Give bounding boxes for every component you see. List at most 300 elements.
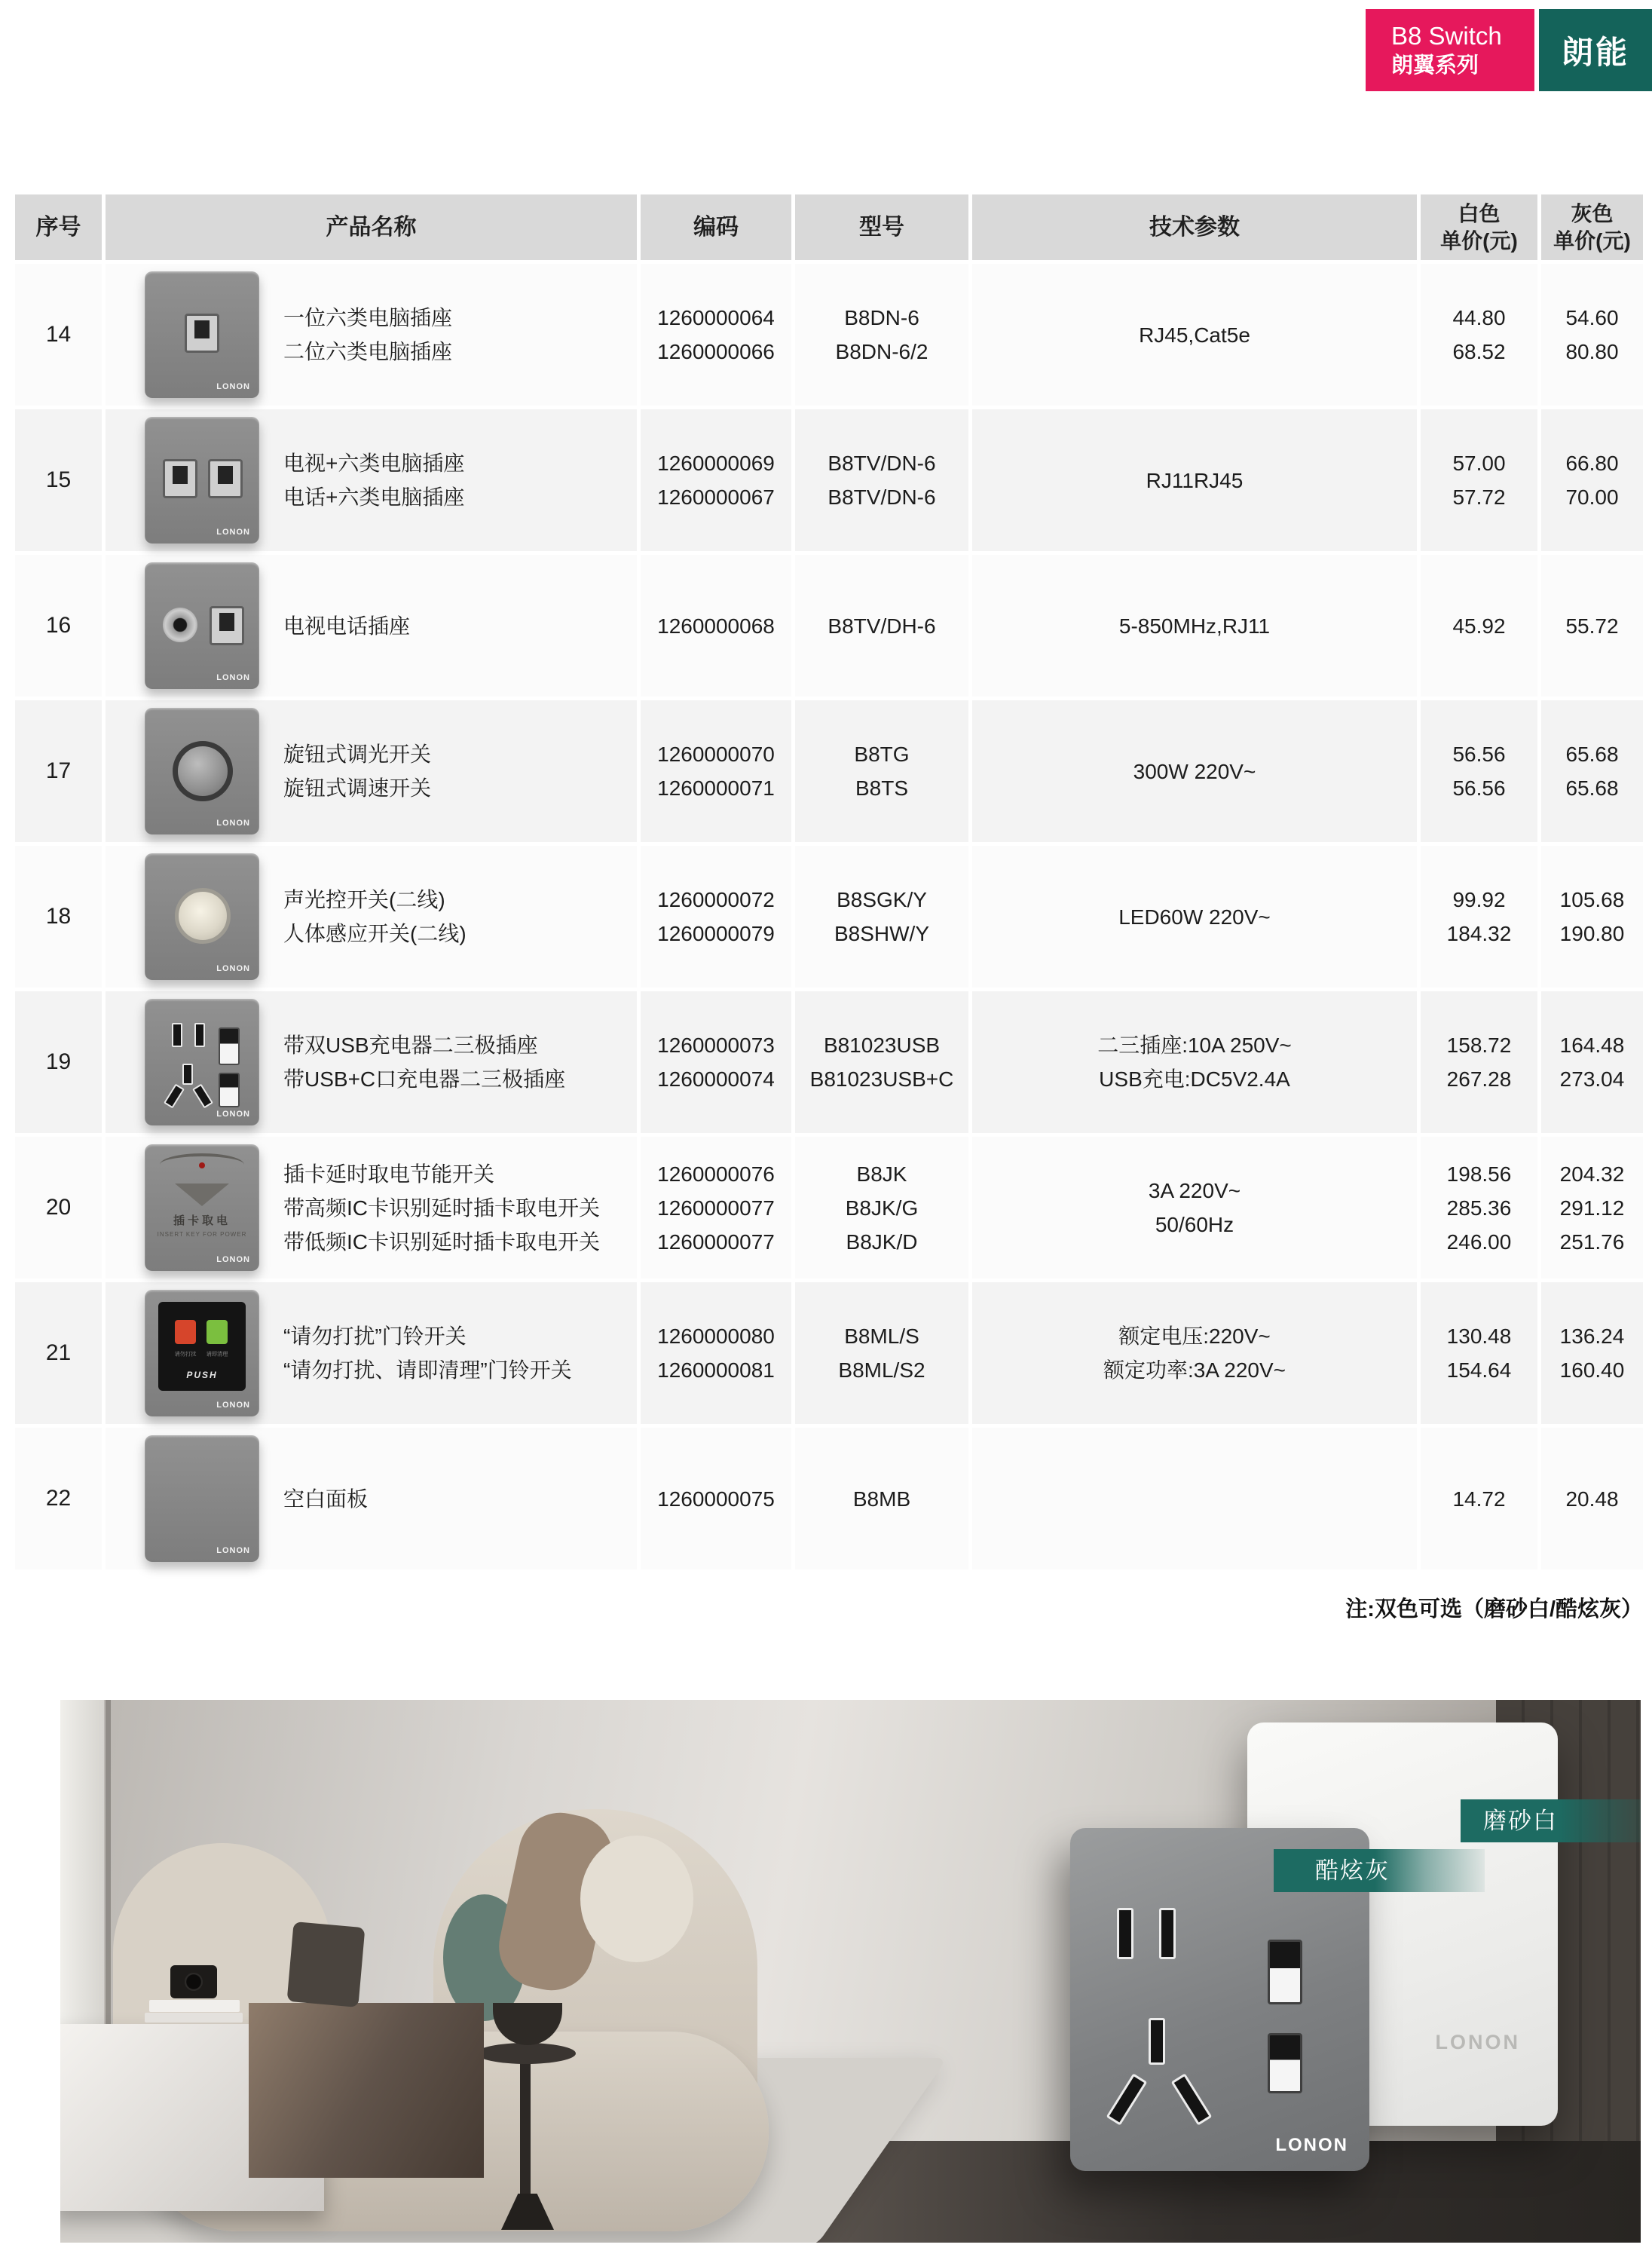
table-body [15,264,1643,1569]
product-code-lines [657,609,775,643]
white-price: 56.56 [1452,776,1506,800]
row-number-cell [15,700,102,842]
row-number-cell [15,1137,102,1278]
gray-price: 291.12 [1559,1196,1625,1220]
white-price-cell [1421,846,1537,988]
product-image-usbsocket [145,999,259,1125]
row-number: 20 [45,1195,72,1220]
product-code: 1260000069 [657,452,775,475]
product-name: 人体感应开关(二线) [283,922,467,945]
product-name: 电视电话插座 [283,614,411,638]
white-price: 246.00 [1446,1229,1512,1254]
gray-price: 55.72 [1565,614,1619,638]
specs-cell [972,409,1417,551]
product-name: 带低频IC卡识别延时插卡取电开关 [283,1229,601,1254]
specs-cell [972,846,1417,988]
product-name: 带双USB充电器二三极插座 [283,1033,538,1057]
gray-price: 273.04 [1559,1067,1625,1091]
gray-price-cell [1541,991,1643,1133]
product-code-lines [657,446,775,514]
code-cell [641,991,791,1133]
photo-camera [170,1965,217,1998]
product-name-cell [106,700,637,842]
gray-price-lines [1565,301,1618,369]
product-name: 空白面板 [283,1487,369,1511]
rotary-knob [173,741,233,801]
col-header-specs: 技术参数 [972,194,1417,260]
product-name: 带USB+C口充电器二三极插座 [283,1067,566,1091]
product-name-cell [106,555,637,697]
gray-price-lines [1565,737,1618,805]
doorbell-screen [158,1302,246,1391]
product-code-lines [657,737,775,805]
product-model: B8DN-6 [844,306,919,329]
row-number: 19 [45,1049,72,1074]
socket-slot [1171,2073,1213,2125]
product-model: B8TV/DH-6 [828,614,936,638]
product-name-lines [283,737,431,805]
product-code-lines [657,301,775,369]
lonon-logo: LONON [216,1401,250,1410]
clean-up-label: 请即清理 [206,1350,228,1357]
specs-cell [972,1137,1417,1278]
product-code: 1260000080 [657,1324,775,1348]
product-image-blank [145,1435,259,1562]
lonon-logo: LONON [1275,2135,1348,2155]
gray-price-cell [1541,1428,1643,1569]
lonon-logo: LONON [216,819,250,828]
socket-slot [1117,1908,1133,1959]
phone-jack [210,606,244,645]
product-code: 1260000081 [657,1358,775,1382]
tech-spec: 300W 220V~ [1133,759,1256,783]
tech-spec: 3A 220V~ [1148,1179,1241,1202]
product-name-cell [106,991,637,1133]
gray-price-lines [1565,1482,1618,1516]
white-price: 68.52 [1452,340,1506,363]
white-price: 158.72 [1446,1033,1512,1057]
product-model: B8SGK/Y [837,888,927,911]
product-code: 1260000064 [657,306,775,329]
socket-slot [192,1084,213,1109]
push-label: PUSH [186,1370,218,1380]
product-name: 带高频IC卡识别延时插卡取电开关 [283,1196,601,1220]
gray-price: 204.32 [1559,1162,1625,1186]
product-model: B8ML/S [844,1324,919,1348]
insert-arrow-icon [175,1184,229,1206]
model-cell [795,991,968,1133]
row-number-cell [15,409,102,551]
tech-spec: RJ11RJ45 [1146,468,1244,492]
specs-cell [972,264,1417,406]
row-number-cell [15,846,102,988]
tech-spec-lines [1133,755,1256,789]
product-name-lines [283,883,467,951]
card-switch-label-en: INSERT KEY FOR POWER [157,1231,247,1238]
product-name: “请勿打扰、请即清理”门铃开关 [283,1358,572,1382]
product-image-card [145,1144,259,1271]
product-model-lines [810,1028,954,1096]
product-model: B8JK [856,1162,907,1186]
product-model-lines [846,1157,918,1259]
product-name-cell [106,264,637,406]
tech-spec: 二三插座:10A 250V~ [1097,1033,1292,1057]
product-code-lines [657,1319,775,1387]
product-code: 1260000070 [657,743,775,766]
product-name: 二位六类电脑插座 [283,340,453,363]
rj45-jack [208,459,243,498]
product-code-lines [657,1157,775,1259]
product-name-cell [106,1282,637,1424]
table-row [15,1137,1643,1278]
series-badge [1366,9,1534,91]
product-code-lines [657,883,775,951]
product-model: B8MB [852,1487,911,1511]
specs-cell [972,700,1417,842]
gray-price: 164.48 [1559,1033,1625,1057]
tech-spec: 50/60Hz [1155,1213,1234,1236]
tech-spec-lines [1097,1028,1292,1096]
product-code: 1260000073 [657,1033,775,1057]
lonon-logo: LONON [216,673,250,682]
lifestyle-photo [60,1700,1641,2243]
rj45-jack [163,459,197,498]
product-model-lines [854,737,909,805]
lonon-logo: LONON [216,1255,250,1264]
white-price-cell [1421,1428,1537,1569]
lonon-logo: LONON [216,964,250,973]
brand-badge-label: 朗能 [1561,34,1629,70]
product-model: B8TV/DN-6 [828,485,936,509]
rj45-jack [185,314,219,353]
table-row [15,991,1643,1133]
product-code: 1260000076 [657,1162,775,1186]
col-header-gray-price: 灰色 单价(元) [1541,194,1643,260]
product-name: 电话+六类电脑插座 [283,485,465,509]
product-name: “请勿打扰”门铃开关 [283,1324,467,1348]
specs-cell [972,555,1417,697]
model-cell [795,1137,968,1278]
code-cell [641,409,791,551]
gray-price: 251.76 [1559,1229,1625,1254]
row-number-cell [15,1428,102,1569]
white-price: 57.72 [1452,485,1506,509]
product-name-lines [283,1028,565,1096]
product-code: 1260000068 [657,614,775,638]
product-name-lines [283,1157,600,1259]
product-model: B8JK/D [846,1229,918,1254]
product-code: 1260000079 [657,922,775,945]
gray-price-cell [1541,846,1643,988]
product-model-lines [836,301,928,369]
product-code-lines [657,1482,775,1516]
table-row [15,846,1643,988]
row-number: 17 [45,758,72,783]
product-name-cell [106,1428,637,1569]
white-price: 56.56 [1452,743,1506,766]
product-model: B8TV/DN-6 [828,452,936,475]
sensor-lens [175,888,231,944]
photo-side-table-top [476,2043,576,2064]
gray-price: 65.68 [1565,743,1619,766]
product-image-sensor [145,853,259,980]
white-price: 285.36 [1446,1196,1512,1220]
gray-price: 136.24 [1559,1324,1625,1348]
gray-price-lines [1560,1157,1625,1259]
white-price-lines [1447,1319,1512,1387]
product-name-lines [283,609,410,643]
table-row [15,264,1643,406]
table-row [15,409,1643,551]
product-model: B81023USB+C [809,1067,954,1091]
row-number: 16 [45,613,72,638]
white-price: 184.32 [1446,922,1512,945]
lonon-logo: LONON [1435,2031,1520,2053]
price-table [15,194,1643,1569]
code-cell [641,264,791,406]
product-name: 电视+六类电脑插座 [283,452,465,475]
product-code: 1260000075 [657,1487,775,1511]
white-price-lines [1452,1482,1505,1516]
white-price-cell [1421,264,1537,406]
gray-price-cell [1541,700,1643,842]
product-code: 1260000071 [657,776,775,800]
white-price-lines [1452,737,1505,805]
white-price: 267.28 [1446,1067,1512,1091]
tech-spec: 额定电压:220V~ [1118,1324,1271,1348]
model-cell [795,700,968,842]
model-cell [795,409,968,551]
product-code: 1260000077 [657,1196,775,1220]
socket-slot [1159,1908,1176,1959]
product-model-lines [828,446,935,514]
product-code-lines [657,1028,775,1096]
usb-port [219,1073,240,1107]
code-cell [641,555,791,697]
product-name: 旋钮式调速开关 [283,776,432,800]
gray-price-cell [1541,1137,1643,1278]
gray-price-lines [1560,1028,1625,1096]
white-price: 57.00 [1452,452,1506,475]
product-image-computer2 [145,417,259,544]
code-cell [641,1282,791,1424]
col-header-model: 型号 [795,194,968,260]
product-model: B8JK/G [845,1196,919,1220]
row-number-cell [15,1282,102,1424]
row-number: 22 [45,1486,72,1511]
white-price-cell [1421,555,1537,697]
white-price-lines [1447,883,1512,951]
tech-spec-lines [1119,609,1270,643]
tech-spec: RJ45,Cat5e [1139,323,1250,347]
gray-price-cell [1541,1282,1643,1424]
matte-white-label: 磨砂白 [1461,1799,1641,1842]
white-price-cell [1421,1137,1537,1278]
product-name: 一位六类电脑插座 [283,306,453,329]
gray-price-cell [1541,555,1643,697]
code-cell [641,846,791,988]
tech-spec-lines [1103,1319,1286,1387]
white-price-lines [1447,1157,1512,1259]
code-cell [641,700,791,842]
cool-gray-label: 酷炫灰 [1274,1849,1485,1892]
gray-price: 65.68 [1565,776,1619,800]
white-price-cell [1421,409,1537,551]
product-name: 声光控开关(二线) [283,888,445,911]
row-number: 14 [45,322,72,347]
product-code: 1260000067 [657,485,775,509]
white-price-cell [1421,1282,1537,1424]
product-model: B8DN-6/2 [835,340,928,363]
color-note: 注:双色可选（磨砂白/酷炫灰） [1345,1597,1643,1621]
product-code: 1260000077 [657,1229,775,1254]
do-not-disturb-button [175,1320,196,1344]
col-header-no: 序号 [15,194,102,260]
usb-port [1268,1940,1302,2004]
table-row [15,1282,1643,1424]
specs-cell [972,1428,1417,1569]
white-price: 99.92 [1452,888,1506,911]
row-number: 18 [45,904,72,929]
white-price: 130.48 [1446,1324,1512,1348]
photo-book [145,2013,243,2023]
gray-price-lines [1565,446,1618,514]
product-name-cell [106,1137,637,1278]
gray-price-cell [1541,409,1643,551]
lonon-logo: LONON [216,528,250,537]
white-price: 45.92 [1452,614,1506,638]
white-price-lines [1452,446,1505,514]
product-model-lines [828,609,935,643]
card-switch-label-cn: 插卡取电 [173,1214,231,1227]
socket-slot [194,1023,205,1047]
tech-spec-lines [1118,900,1271,934]
tv-coax-connector [163,608,197,642]
product-model-lines [838,1319,925,1387]
product-code: 1260000074 [657,1067,775,1091]
product-model: B8SHW/Y [834,922,930,945]
white-price: 44.80 [1452,306,1506,329]
gray-price: 160.40 [1559,1358,1625,1382]
photo-pillow-cream [580,1836,693,1962]
tech-spec: LED60W 220V~ [1118,905,1271,929]
product-model-lines [853,1482,910,1516]
lonon-logo: LONON [216,382,250,391]
product-image-tvphone [145,562,259,689]
specs-cell [972,1282,1417,1424]
tech-spec: 5-850MHz,RJ11 [1118,614,1271,638]
gray-price: 105.68 [1559,888,1625,911]
table-row [15,555,1643,697]
row-number-cell [15,555,102,697]
product-model: B81023USB [823,1033,941,1057]
col-header-white-price: 白色 单价(元) [1421,194,1537,260]
photo-book [149,2000,240,2012]
lonon-logo: LONON [216,1546,250,1555]
row-number: 21 [45,1340,72,1365]
socket-slot [182,1064,193,1085]
col-header-product-name: 产品名称 [106,194,637,260]
tech-spec-lines [1139,318,1250,352]
gray-price: 20.48 [1565,1487,1619,1511]
gray-price-lines [1565,609,1618,643]
gray-price-lines [1560,883,1625,951]
do-not-disturb-label: 请勿打扰 [174,1350,197,1357]
row-number: 15 [45,467,72,492]
tech-spec-lines [1146,464,1244,498]
product-model-lines [834,883,929,951]
product-name: 旋钮式调光开关 [283,743,432,766]
gray-price: 66.80 [1565,452,1619,475]
white-price-lines [1452,301,1505,369]
product-code: 1260000066 [657,340,775,363]
tech-spec: USB充电:DC5V2.4A [1099,1067,1290,1091]
white-price-cell [1421,700,1537,842]
white-price-cell [1421,991,1537,1133]
product-name-lines [283,301,452,369]
brand-badge [1539,9,1652,91]
gray-price: 80.80 [1565,340,1619,363]
gray-price: 190.80 [1559,922,1625,945]
model-cell [795,555,968,697]
table-header-row [15,194,1643,260]
product-name-lines [283,1319,572,1387]
series-badge-title: B8 Switch [1391,22,1502,50]
socket-slot [1149,2018,1165,2065]
product-code: 1260000072 [657,888,775,911]
table-row [15,700,1643,842]
col-header-code: 编码 [641,194,791,260]
usb-port [1268,2033,1302,2093]
product-image-doorbell [145,1290,259,1416]
white-price-lines [1447,1028,1512,1096]
product-name-cell [106,409,637,551]
product-model: B8ML/S2 [838,1358,925,1382]
product-model: B8TS [855,776,908,800]
gray-price: 54.60 [1565,306,1619,329]
gray-price: 70.00 [1565,485,1619,509]
clean-up-button [206,1320,228,1344]
white-price-lines [1452,609,1505,643]
usb-port [219,1027,240,1065]
product-model: B8TG [854,743,910,766]
tech-spec: 额定功率:3A 220V~ [1103,1358,1286,1382]
row-number-cell [15,991,102,1133]
gray-price-cell [1541,264,1643,406]
table-row [15,1428,1643,1569]
product-name-lines [283,1482,368,1516]
model-cell [795,1428,968,1569]
photo-sculpture [287,1922,366,2007]
product-name: 插卡延时取电节能开关 [283,1162,495,1186]
series-badge-subtitle: 朗翼系列 [1391,54,1479,78]
specs-cell [972,991,1417,1133]
indicator-led [199,1162,205,1168]
code-cell [641,1137,791,1278]
tech-spec-lines [1149,1174,1241,1242]
socket-slot [1106,2073,1148,2125]
gray-price-lines [1560,1319,1625,1387]
white-price: 14.72 [1452,1487,1506,1511]
model-cell [795,1282,968,1424]
product-name-lines [283,446,464,514]
product-image-computer1 [145,271,259,398]
socket-slot [164,1084,185,1109]
product-image-knob [145,708,259,834]
model-cell [795,264,968,406]
lonon-logo: LONON [216,1110,250,1119]
white-price: 198.56 [1446,1162,1512,1186]
